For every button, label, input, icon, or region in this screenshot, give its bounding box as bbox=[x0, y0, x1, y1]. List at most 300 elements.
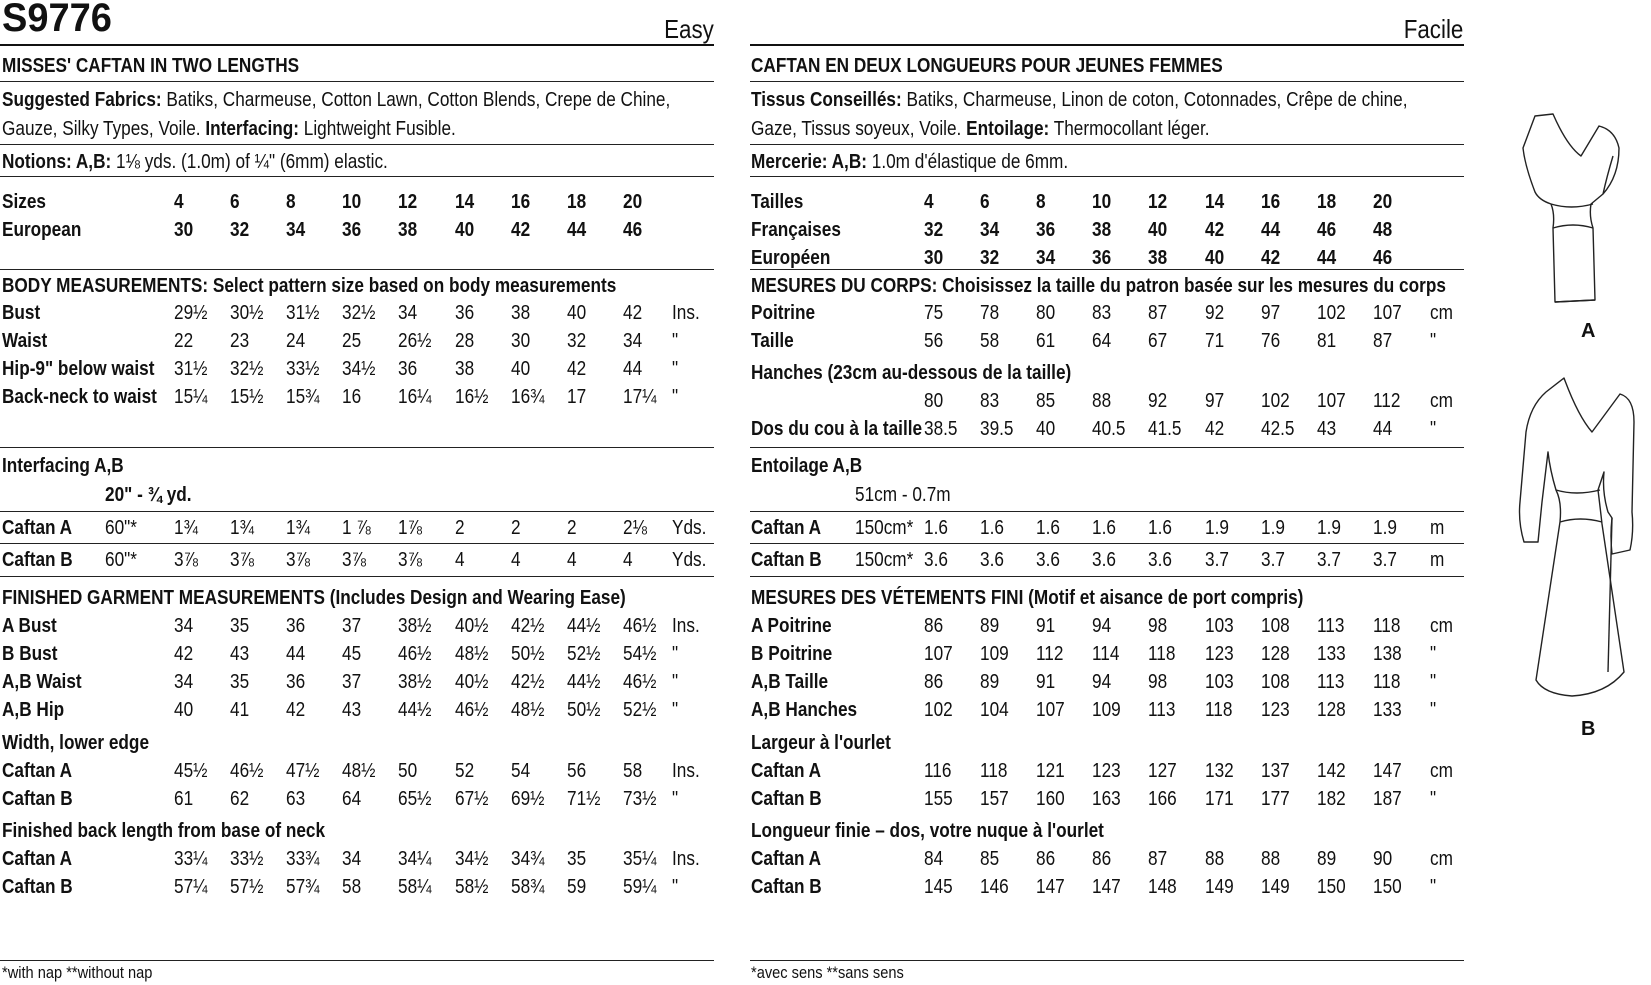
size-value: 103 bbox=[1204, 671, 1234, 693]
size-value: 1.6 bbox=[980, 517, 1005, 539]
size-value: 40 bbox=[174, 699, 194, 721]
size-value: 3⅞ bbox=[398, 549, 423, 571]
size-value: 42½ bbox=[510, 671, 545, 693]
size-value: 1¾ bbox=[230, 517, 255, 539]
unit-label: Yds. bbox=[672, 517, 707, 539]
size-value: 32 bbox=[924, 219, 944, 241]
size-value: 89 bbox=[980, 615, 1000, 637]
divider bbox=[0, 447, 714, 448]
size-value: 36 bbox=[454, 302, 474, 324]
title-fr: CAFTAN EN DEUX LONGUEURS POUR JEUNES FEMMES bbox=[751, 55, 1223, 77]
size-value: 42.5 bbox=[1260, 418, 1295, 440]
size-value: 52½ bbox=[622, 699, 657, 721]
divider bbox=[0, 511, 714, 512]
size-value: 16½ bbox=[454, 386, 488, 408]
row-label: Back-neck to waist bbox=[2, 386, 157, 408]
size-value: 57½ bbox=[230, 876, 264, 898]
size-value: 4 bbox=[174, 191, 184, 213]
row-label: Caftan B bbox=[751, 549, 822, 571]
size-value: 85 bbox=[980, 848, 1000, 870]
size-value: 37 bbox=[342, 671, 362, 693]
body-heading-fr: MESURES DU CORPS: Choisissez la taille du patron basée sur les mesures du corps bbox=[751, 275, 1446, 297]
size-value: 46½ bbox=[622, 615, 657, 637]
size-value: 107 bbox=[1316, 390, 1346, 412]
size-value: 1 ⅞ bbox=[342, 517, 371, 539]
size-value: 34 bbox=[1036, 247, 1056, 269]
size-value: 29½ bbox=[174, 302, 208, 324]
row-label: Dos du cou à la taille bbox=[751, 418, 923, 440]
size-value: 44 bbox=[566, 219, 586, 241]
size-value: 56 bbox=[924, 330, 944, 352]
size-value: 17 bbox=[566, 386, 586, 408]
divider bbox=[750, 576, 1464, 577]
size-value: 86 bbox=[924, 671, 944, 693]
divider bbox=[0, 144, 714, 145]
width-heading-fr: Largeur à l'ourlet bbox=[751, 732, 891, 754]
size-value: 71 bbox=[1204, 330, 1224, 352]
unit-label: " bbox=[1430, 699, 1437, 721]
view-a-illustration bbox=[1515, 96, 1625, 316]
size-value: 4 bbox=[566, 549, 577, 571]
size-value: 4 bbox=[510, 549, 521, 571]
size-value: 73½ bbox=[622, 788, 657, 810]
size-value: 33¼ bbox=[174, 848, 208, 870]
size-value: 34 bbox=[398, 302, 418, 324]
row-label: Caftan B bbox=[751, 788, 822, 810]
size-value: 1.6 bbox=[1092, 517, 1117, 539]
size-value: 44½ bbox=[566, 615, 601, 637]
fabrics-text2: Gauze, Silky Types, Voile. bbox=[2, 118, 201, 140]
size-value: 4 bbox=[622, 549, 633, 571]
size-value: 155 bbox=[924, 788, 953, 810]
size-value: 37 bbox=[342, 615, 362, 637]
size-value: 107 bbox=[924, 643, 953, 665]
size-value: 46½ bbox=[398, 643, 432, 665]
size-value: 32 bbox=[980, 247, 1000, 269]
size-value: 12 bbox=[1148, 191, 1168, 213]
size-value: 98 bbox=[1148, 615, 1168, 637]
size-value: 97 bbox=[1260, 302, 1280, 324]
divider bbox=[0, 81, 714, 82]
size-value: 58¾ bbox=[510, 876, 545, 898]
divider bbox=[0, 576, 714, 577]
unit-label: cm bbox=[1430, 760, 1453, 782]
size-value: 86 bbox=[1036, 848, 1056, 870]
size-value: 69½ bbox=[510, 788, 545, 810]
size-value: 16 bbox=[342, 386, 362, 408]
difficulty-fr: Facile bbox=[1403, 14, 1463, 44]
unit-label: " bbox=[672, 358, 679, 380]
size-value: 34 bbox=[342, 848, 362, 870]
size-value: 44 bbox=[1316, 247, 1336, 269]
size-value: 91 bbox=[1036, 615, 1056, 637]
size-value: 177 bbox=[1260, 788, 1290, 810]
size-value: 76 bbox=[1260, 330, 1280, 352]
row-label: Caftan A bbox=[751, 760, 822, 782]
interfacing-text: Lightweight Fusible. bbox=[303, 118, 456, 140]
row-label: Hip-9" below waist bbox=[2, 358, 155, 380]
size-value: 3⅞ bbox=[230, 549, 255, 571]
finished-heading-en: FINISHED GARMENT MEASUREMENTS (Includes Design and Wearing Ease) bbox=[2, 587, 626, 609]
row-label: Européen bbox=[751, 247, 831, 269]
row-label: Bust bbox=[2, 302, 41, 324]
row-label: Caftan B bbox=[2, 549, 73, 571]
interfacing-label: Interfacing: bbox=[205, 118, 299, 140]
size-value: 40 bbox=[510, 358, 530, 380]
size-value: 48½ bbox=[510, 699, 545, 721]
interfacing-width-en: 20" - ¾ yd. bbox=[105, 484, 192, 506]
size-value: 8 bbox=[286, 191, 296, 213]
size-value: 163 bbox=[1092, 788, 1121, 810]
row-label: B Poitrine bbox=[751, 643, 833, 665]
size-value: 98 bbox=[1148, 671, 1168, 693]
row-label: Caftan B bbox=[2, 788, 73, 810]
size-value: 118 bbox=[980, 760, 1008, 782]
unit-label: " bbox=[672, 330, 679, 352]
row-label: A,B Waist bbox=[2, 671, 82, 693]
size-value: 46½ bbox=[454, 699, 488, 721]
size-value: 18 bbox=[1316, 191, 1336, 213]
size-value: 25 bbox=[342, 330, 362, 352]
size-value: 58 bbox=[342, 876, 362, 898]
size-value: 3.6 bbox=[1148, 549, 1173, 571]
finished-heading-fr: MESURES DES VÉTEMENTS FINI (Motif et aisance de port compris) bbox=[751, 587, 1304, 609]
size-value: 1¾ bbox=[286, 517, 311, 539]
size-value: 46½ bbox=[622, 671, 657, 693]
size-value: 132 bbox=[1204, 760, 1234, 782]
size-value: 32 bbox=[566, 330, 586, 352]
size-value: 44 bbox=[1372, 418, 1392, 440]
size-value: 102 bbox=[1316, 302, 1346, 324]
size-value: 32 bbox=[230, 219, 250, 241]
size-value: 64 bbox=[342, 788, 362, 810]
size-value: 3.6 bbox=[980, 549, 1005, 571]
row-label: Tailles bbox=[751, 191, 804, 213]
row-label: Waist bbox=[2, 330, 48, 352]
size-value: 26½ bbox=[398, 330, 432, 352]
size-value: 23 bbox=[230, 330, 250, 352]
size-value: 42 bbox=[566, 358, 586, 380]
size-value: 64 bbox=[1092, 330, 1112, 352]
unit-label: " bbox=[672, 876, 679, 898]
row-label: Caftan A bbox=[751, 517, 822, 539]
size-value: 157 bbox=[980, 788, 1009, 810]
unit-label: " bbox=[1430, 643, 1437, 665]
size-value: 28 bbox=[454, 330, 474, 352]
row-label: Caftan A bbox=[2, 517, 73, 539]
size-value: 52 bbox=[454, 760, 474, 782]
size-value: 62 bbox=[230, 788, 250, 810]
size-value: 40½ bbox=[454, 671, 488, 693]
size-value: 39.5 bbox=[980, 418, 1014, 440]
size-value: 50 bbox=[398, 760, 418, 782]
size-value: 47½ bbox=[286, 760, 320, 782]
size-value: 1.6 bbox=[924, 517, 948, 539]
size-value: 133 bbox=[1316, 643, 1346, 665]
size-value: 88 bbox=[1260, 848, 1280, 870]
size-value: 34¼ bbox=[398, 848, 432, 870]
size-value: 36 bbox=[398, 358, 418, 380]
size-value: 102 bbox=[924, 699, 953, 721]
fabrics-line-en bbox=[2, 88, 670, 112]
size-value: 10 bbox=[342, 191, 362, 213]
size-value: 128 bbox=[1260, 643, 1290, 665]
size-value: 14 bbox=[1204, 191, 1224, 213]
size-value: 43 bbox=[342, 699, 362, 721]
divider bbox=[750, 511, 1464, 512]
size-value: 1.9 bbox=[1260, 517, 1285, 539]
size-value: 40 bbox=[1036, 418, 1056, 440]
unit-label: Ins. bbox=[672, 848, 700, 870]
size-value: 45½ bbox=[174, 760, 208, 782]
size-value: 38 bbox=[454, 358, 474, 380]
size-value: 83 bbox=[980, 390, 1000, 412]
row-label: A,B Hip bbox=[2, 699, 65, 721]
row-label: Sizes bbox=[2, 191, 46, 213]
size-value: 16¼ bbox=[398, 386, 432, 408]
row-label: Caftan A bbox=[751, 848, 822, 870]
size-value: 108 bbox=[1260, 671, 1290, 693]
size-value: 147 bbox=[1036, 876, 1065, 898]
unit-label: " bbox=[1430, 788, 1437, 810]
fabrics-text2: Gaze, Tissus soyeux, Voile. bbox=[751, 118, 962, 140]
row-label: Caftan B bbox=[751, 876, 822, 898]
size-value: 10 bbox=[1092, 191, 1112, 213]
size-value: 40 bbox=[1148, 219, 1168, 241]
size-value: 38 bbox=[1148, 247, 1168, 269]
size-value: 59 bbox=[566, 876, 586, 898]
fabrics-line-fr bbox=[751, 88, 1408, 112]
size-value: 3.6 bbox=[924, 549, 948, 571]
size-value: 48½ bbox=[342, 760, 376, 782]
size-value: 1.9 bbox=[1204, 517, 1229, 539]
size-value: 133 bbox=[1372, 699, 1402, 721]
size-value: 94 bbox=[1092, 615, 1112, 637]
interfacing-label: Entoilage: bbox=[966, 118, 1050, 140]
size-value: 41.5 bbox=[1148, 418, 1182, 440]
size-value: 3.7 bbox=[1260, 549, 1285, 571]
size-value: 38 bbox=[510, 302, 530, 324]
size-value: 78 bbox=[980, 302, 1000, 324]
size-value: 150 bbox=[1316, 876, 1346, 898]
size-value: 118 bbox=[1372, 671, 1401, 693]
size-value: 24 bbox=[286, 330, 306, 352]
size-value: 34¾ bbox=[510, 848, 545, 870]
notions-label: Mercerie: A,B: bbox=[751, 151, 867, 173]
size-value: 61 bbox=[1036, 330, 1056, 352]
size-value: 48½ bbox=[454, 643, 488, 665]
size-value: 1.6 bbox=[1148, 517, 1173, 539]
size-value: 8 bbox=[1036, 191, 1046, 213]
size-value: 6 bbox=[230, 191, 240, 213]
size-value: 38½ bbox=[398, 671, 432, 693]
size-value: 87 bbox=[1148, 848, 1168, 870]
size-value: 118 bbox=[1204, 699, 1232, 721]
size-value: 33½ bbox=[286, 358, 320, 380]
size-value: 34½ bbox=[454, 848, 488, 870]
row-label: European bbox=[2, 219, 82, 241]
size-value: 50½ bbox=[566, 699, 601, 721]
size-value: 2⅛ bbox=[622, 517, 647, 539]
size-value: 89 bbox=[980, 671, 1000, 693]
size-value: 127 bbox=[1148, 760, 1178, 782]
size-value: 52½ bbox=[566, 643, 601, 665]
size-value: 94 bbox=[1092, 671, 1112, 693]
fabrics-line2-en bbox=[2, 117, 456, 141]
size-value: 1.6 bbox=[1036, 517, 1061, 539]
unit-label: m bbox=[1430, 549, 1445, 571]
size-value: 57¾ bbox=[286, 876, 320, 898]
unit-label: Ins. bbox=[672, 760, 700, 782]
size-value: 46 bbox=[1372, 247, 1392, 269]
size-value: 36 bbox=[286, 615, 306, 637]
size-value: 30 bbox=[174, 219, 194, 241]
size-value: 50½ bbox=[510, 643, 545, 665]
size-value: 18 bbox=[566, 191, 586, 213]
size-value: 145 bbox=[924, 876, 953, 898]
size-value: 31½ bbox=[174, 358, 208, 380]
row-label: Taille bbox=[751, 330, 794, 352]
size-value: 121 bbox=[1036, 760, 1065, 782]
size-value: 42 bbox=[286, 699, 306, 721]
size-value: 160 bbox=[1036, 788, 1065, 810]
size-value: 97 bbox=[1204, 390, 1224, 412]
size-value: 103 bbox=[1204, 615, 1234, 637]
size-value: 34½ bbox=[342, 358, 376, 380]
size-value: 34 bbox=[980, 219, 1000, 241]
size-value: 89 bbox=[1316, 848, 1336, 870]
size-value: 36 bbox=[1036, 219, 1056, 241]
fabrics-label: Tissus Conseillés: bbox=[751, 89, 902, 111]
fabric-width: 60"* bbox=[105, 549, 137, 571]
size-value: 63 bbox=[286, 788, 306, 810]
size-value: 58 bbox=[622, 760, 642, 782]
row-label: A Poitrine bbox=[751, 615, 832, 637]
size-value: 65½ bbox=[398, 788, 432, 810]
size-value: 116 bbox=[924, 760, 952, 782]
unit-label: " bbox=[1430, 671, 1437, 693]
size-value: 3.7 bbox=[1372, 549, 1397, 571]
size-value: 54½ bbox=[622, 643, 657, 665]
row-label: Caftan A bbox=[2, 848, 73, 870]
footnote-fr: *avec sens **sans sens bbox=[751, 963, 904, 982]
size-value: 48 bbox=[1372, 219, 1392, 241]
size-value: 45 bbox=[342, 643, 362, 665]
length-heading-fr: Longueur finie – dos, votre nuque à l'ourlet bbox=[751, 820, 1104, 842]
size-value: 108 bbox=[1260, 615, 1290, 637]
size-value: 109 bbox=[1092, 699, 1121, 721]
size-value: 3.7 bbox=[1204, 549, 1229, 571]
size-value: 1¾ bbox=[174, 517, 198, 539]
size-value: 61 bbox=[174, 788, 194, 810]
size-value: 40½ bbox=[454, 615, 488, 637]
size-value: 112 bbox=[1036, 643, 1064, 665]
size-value: 146 bbox=[980, 876, 1009, 898]
size-value: 102 bbox=[1260, 390, 1290, 412]
size-value: 3.6 bbox=[1036, 549, 1061, 571]
notions-line-fr bbox=[751, 150, 1068, 174]
size-value: 113 bbox=[1148, 699, 1176, 721]
size-value: 182 bbox=[1316, 788, 1346, 810]
size-value: 30 bbox=[510, 330, 530, 352]
size-value: 38 bbox=[1092, 219, 1112, 241]
size-value: 123 bbox=[1260, 699, 1290, 721]
size-value: 87 bbox=[1148, 302, 1168, 324]
size-value: 123 bbox=[1092, 760, 1121, 782]
notions-text: 1⅛ yds. (1.0m) of ¼" (6mm) elastic. bbox=[116, 151, 388, 173]
size-value: 15½ bbox=[230, 386, 264, 408]
size-value: 83 bbox=[1092, 302, 1112, 324]
interfacing-heading-en: Interfacing A,B bbox=[2, 455, 124, 477]
size-value: 41 bbox=[230, 699, 250, 721]
size-value: 46 bbox=[622, 219, 642, 241]
size-value: 42 bbox=[1204, 418, 1224, 440]
unit-label: cm bbox=[1430, 615, 1453, 637]
size-value: 148 bbox=[1148, 876, 1178, 898]
size-value: 85 bbox=[1036, 390, 1056, 412]
size-value: 20 bbox=[622, 191, 642, 213]
unit-label: " bbox=[672, 699, 679, 721]
size-value: 58¼ bbox=[398, 876, 432, 898]
size-value: 34 bbox=[286, 219, 306, 241]
row-label: A,B Taille bbox=[751, 671, 829, 693]
divider bbox=[750, 176, 1464, 177]
size-value: 2 bbox=[566, 517, 577, 539]
size-value: 112 bbox=[1372, 390, 1401, 412]
view-b-label: B bbox=[1581, 718, 1596, 740]
size-value: 31½ bbox=[286, 302, 320, 324]
size-value: 35 bbox=[230, 671, 250, 693]
unit-label: " bbox=[1430, 876, 1437, 898]
fabrics-text: Batiks, Charmeuse, Linon de coton, Cotonnades, Crêpe de chine, bbox=[906, 89, 1408, 111]
size-value: 17¼ bbox=[622, 386, 657, 408]
size-value: 187 bbox=[1372, 788, 1402, 810]
size-value: 59¼ bbox=[622, 876, 657, 898]
unit-label: " bbox=[1430, 330, 1437, 352]
size-value: 14 bbox=[454, 191, 474, 213]
notions-text: 1.0m d'élastique de 6mm. bbox=[871, 151, 1069, 173]
size-value: 87 bbox=[1372, 330, 1392, 352]
size-value: 92 bbox=[1148, 390, 1168, 412]
size-value: 22 bbox=[174, 330, 194, 352]
size-value: 149 bbox=[1260, 876, 1290, 898]
unit-label: " bbox=[672, 671, 679, 693]
length-heading-en: Finished back length from base of neck bbox=[2, 820, 326, 842]
header-rule-en bbox=[0, 44, 714, 46]
size-value: 171 bbox=[1204, 788, 1234, 810]
unit-label: m bbox=[1430, 517, 1445, 539]
unit-label: Ins. bbox=[672, 615, 700, 637]
size-value: 35 bbox=[230, 615, 250, 637]
size-value: 33¾ bbox=[286, 848, 320, 870]
size-value: 88 bbox=[1204, 848, 1224, 870]
row-label: Caftan A bbox=[2, 760, 73, 782]
size-value: 42½ bbox=[510, 615, 545, 637]
size-value: 16 bbox=[510, 191, 530, 213]
size-value: 42 bbox=[1204, 219, 1224, 241]
size-value: 46½ bbox=[230, 760, 264, 782]
divider bbox=[0, 176, 714, 177]
unit-label: Yds. bbox=[672, 549, 707, 571]
size-value: 88 bbox=[1092, 390, 1112, 412]
size-value: 58½ bbox=[454, 876, 488, 898]
row-label: B Bust bbox=[2, 643, 58, 665]
size-value: 16 bbox=[1260, 191, 1280, 213]
divider bbox=[750, 543, 1464, 544]
size-value: 58 bbox=[980, 330, 1000, 352]
size-value: 43 bbox=[230, 643, 250, 665]
unit-label: cm bbox=[1430, 848, 1453, 870]
